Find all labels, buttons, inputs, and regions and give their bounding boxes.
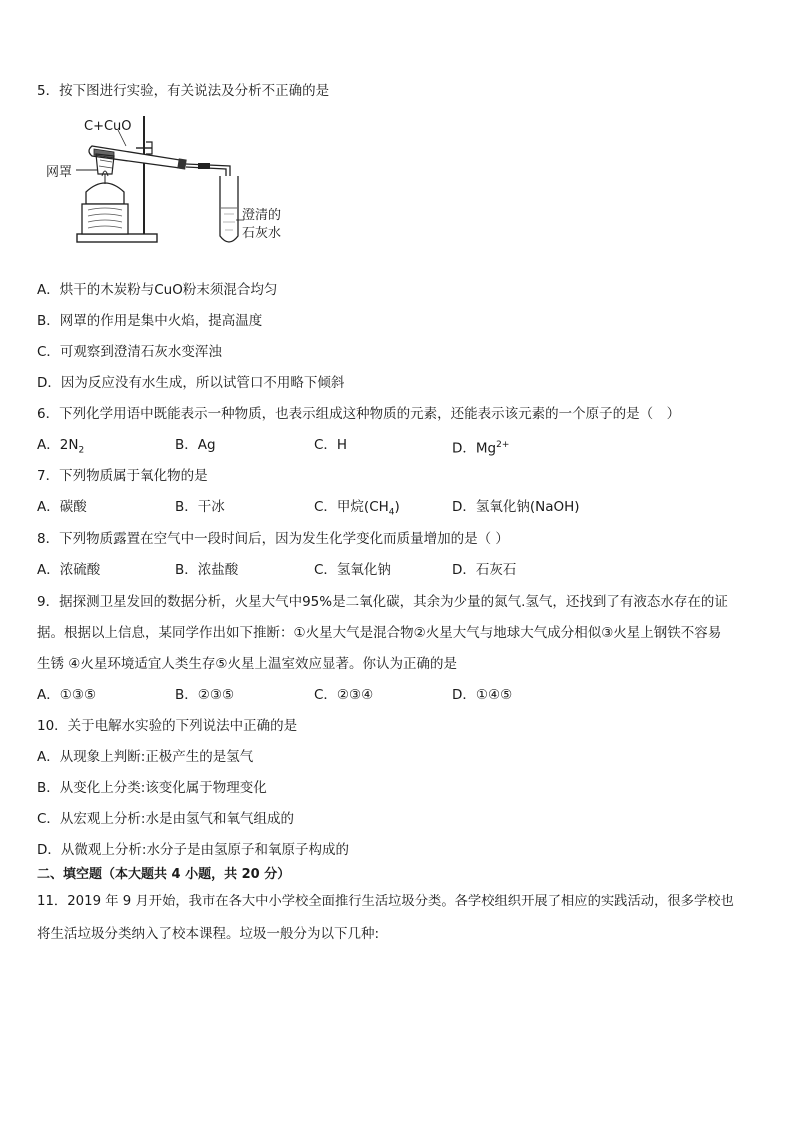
figure-label-mesh: 网罩 xyxy=(46,165,73,180)
q9-option-d: D．①④⑤ xyxy=(452,687,513,703)
q6-option-c: C．H xyxy=(314,437,348,453)
q9-stem-line-3: 生锈 ④火星环境适宜人类生存⑤火星上温室效应显著。你认为正确的是 xyxy=(37,656,457,672)
q8-stem: 8．下列物质露置在空气中一段时间后，因为发生化学变化而质量增加的是（ ） xyxy=(37,531,509,547)
q9-option-a: A．①③⑤ xyxy=(37,687,97,703)
q6-option-d-superscript: 2+ xyxy=(496,440,510,450)
q9-stem-line-1: 9．据探测卫星发回的数据分析，火星大气中95%是二氧化碳，其余为少量的氮气.氢气，还找到了有液态水存在的证 xyxy=(37,594,728,610)
q9-option-c: C．②③④ xyxy=(314,687,374,703)
q11-stem-line-2: 将生活垃圾分类纳入了校本课程。垃圾一般分为以下几种: xyxy=(37,926,380,942)
section-title: 二、填空题（本大题共 4 小题，共 20 分） xyxy=(37,867,291,882)
figure-label-limewater-2: 石灰水 xyxy=(242,226,282,241)
q6-option-a xyxy=(37,436,84,460)
q7-stem: 7．下列物质属于氧化物的是 xyxy=(37,468,208,484)
q7-option-c-subscript: 4 xyxy=(388,507,395,518)
q6-option-a-text: A．2N xyxy=(37,437,79,453)
q5-option-d: D．因为反应没有水生成，所以试管口不用略下倾斜 xyxy=(37,375,345,391)
figure-label-limewater-1: 澄清的 xyxy=(242,208,282,223)
q7-option-c-suffix: ) xyxy=(394,499,400,515)
q6-option-b: B．Ag xyxy=(175,437,216,453)
q7-option-a: A．碳酸 xyxy=(37,499,87,515)
q6-option-d-text: D．Mg xyxy=(452,440,497,457)
q8-option-b: B．浓盐酸 xyxy=(175,562,239,578)
q8-option-c: C．氢氧化钠 xyxy=(314,562,391,578)
q7-option-d: D．氢氧化钠(NaOH) xyxy=(452,499,580,515)
q9-option-b: B．②③⑤ xyxy=(175,687,235,703)
q5-stem: 5．按下图进行实验，有关说法及分析不正确的是 xyxy=(37,83,330,99)
q6-option-a-subscript: 2 xyxy=(78,445,85,456)
q8-option-a: A．浓硫酸 xyxy=(37,562,101,578)
q10-option-b: B．从变化上分类:该变化属于物理变化 xyxy=(37,780,267,796)
q6-stem: 6．下列化学用语中既能表示一种物质，也表示组成这种物质的元素，还能表示该元素的一个原子的是（ ） xyxy=(37,406,681,422)
q11-stem-line-1: 11．2019 年 9 月开始，我市在各大中小学校全面推行生活垃圾分类。各学校组织开展了相应的实践活动，很多学校也 xyxy=(37,894,734,909)
q5-option-c: C．可观察到澄清石灰水变浑浊 xyxy=(37,344,222,360)
q10-option-d: D．从微观上分析:水分子是由氢原子和氧原子构成的 xyxy=(37,842,349,858)
q7-option-b: B．干冰 xyxy=(175,499,225,515)
figure-label-reactants: C+CuO xyxy=(84,119,132,134)
q6-option-d xyxy=(452,436,509,458)
q5-option-a: A．烘干的木炭粉与CuO粉末须混合均匀 xyxy=(37,282,278,298)
apparatus-figure xyxy=(40,112,310,254)
q10-option-a: A．从现象上判断:正极产生的是氢气 xyxy=(37,749,254,765)
q7-option-c xyxy=(314,498,400,522)
q10-option-c: C．从宏观上分析:水是由氢气和氧气组成的 xyxy=(37,811,294,827)
q8-option-d: D．石灰石 xyxy=(452,562,517,578)
q7-option-c-text: C．甲烷(CH xyxy=(314,499,389,515)
q5-option-b: B．网罩的作用是集中火焰，提高温度 xyxy=(37,313,263,329)
q9-stem-line-2: 据。根据以上信息，某同学作出如下推断：①火星大气是混合物②火星大气与地球大气成分相似③火星上钢铁不容易 xyxy=(37,625,722,641)
q10-stem: 10．关于电解水实验的下列说法中正确的是 xyxy=(37,718,298,734)
